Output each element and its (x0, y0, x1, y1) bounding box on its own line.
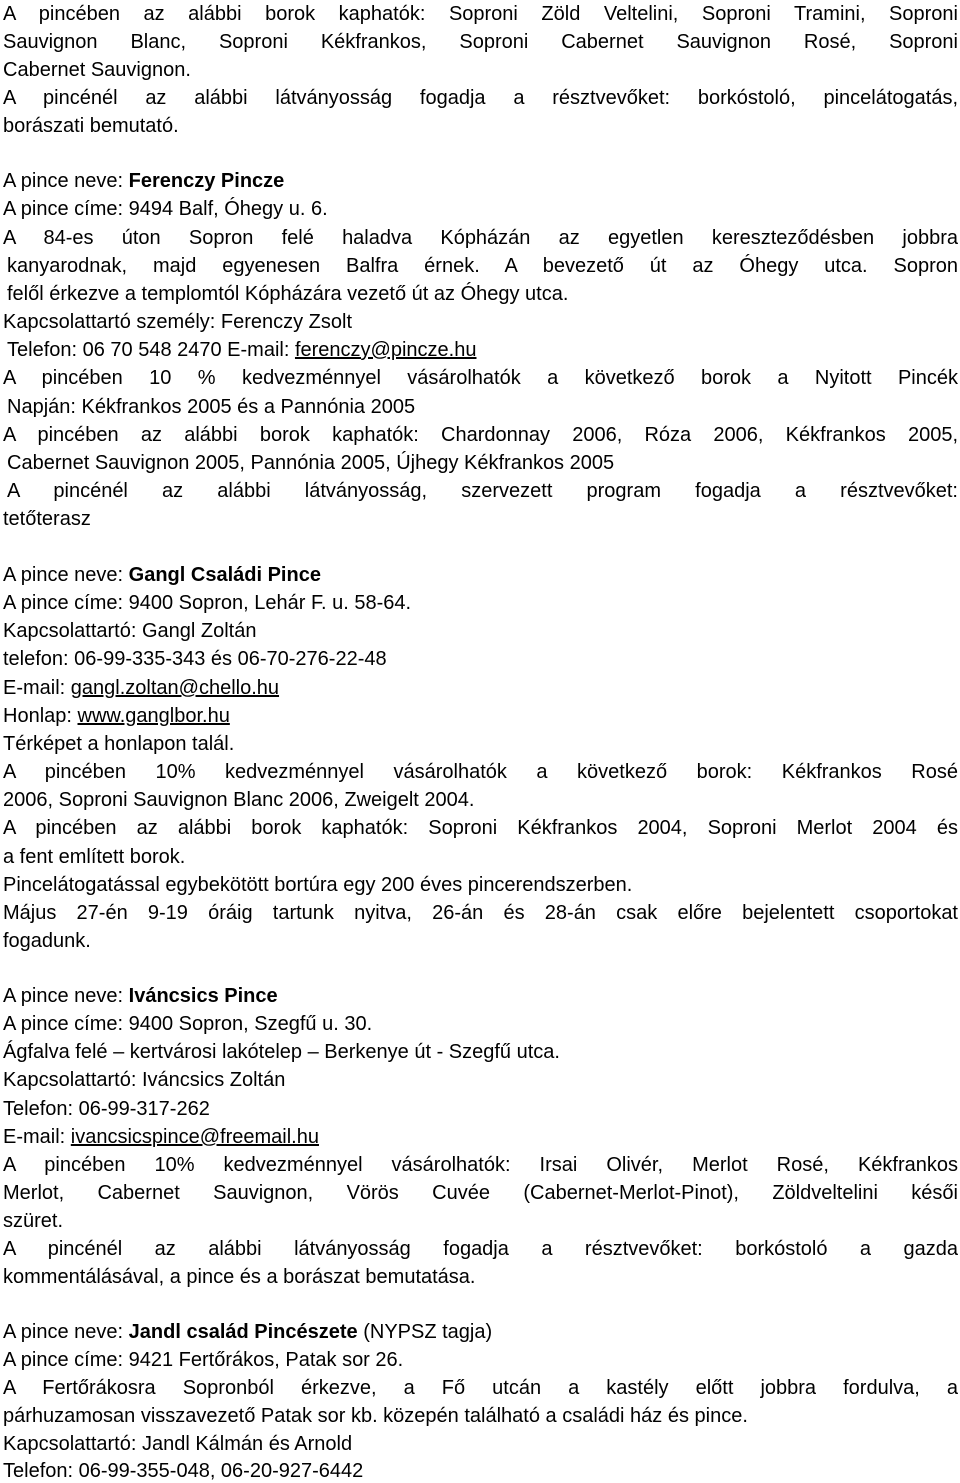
text-line: A pincénél az alábbi látványosság fogadja a résztvevőket: borkóstoló, pincelátogatás, (3, 87, 958, 109)
phone: telefon: 06-99-335-343 és 06-70-276-22-48 (3, 648, 387, 670)
available-wines-line: a fent említett borok. (3, 846, 186, 868)
discount-line: A pincében 10% kedvezménnyel vásárolhatók a következő borok: Kékfrankos Rosé (3, 761, 958, 783)
email-label: E-mail: (3, 677, 71, 699)
address: A pince címe: 9400 Sopron, Szegfű u. 30. (3, 1013, 373, 1035)
winery-name-line (3, 1320, 958, 1344)
available-wines-line: A pincében az alábbi borok kaphatók: Chardonnay 2006, Róza 2006, Kékfrankos 2005, (3, 424, 958, 446)
winery-name: Ferenczy Pincze (128, 170, 285, 192)
discount-line: Merlot, Cabernet Sauvignon, Vörös Cuvée (Cabernet-Merlot-Pinot), Zöldveltelini késői (3, 1182, 958, 1204)
winery-name: Iváncsics Pince (128, 985, 278, 1007)
directions-line: kanyarodnak, majd egyenesen Balfra érnek. A bevezető út az Óhegy utca. Sopron (7, 255, 958, 277)
discount-line: A pincében 10% kedvezménnyel vásárolhatók: Irsai Olivér, Merlot Rosé, Kékfrankos (3, 1154, 958, 1176)
name-label: A pince neve: (3, 564, 129, 586)
text-line: borászati bemutató. (3, 115, 179, 137)
discount-line: 2006, Soproni Sauvignon Blanc 2006, Zweigelt 2004. (3, 789, 475, 811)
email-line (3, 676, 958, 700)
directions: Ágfalva felé – kertvárosi lakótelep – Berkenye út - Szegfű utca. (3, 1041, 560, 1063)
winery-name-line (3, 169, 958, 193)
email-link[interactable]: ivancsicspince@freemail.hu (70, 1126, 319, 1148)
address: A pince címe: 9421 Fertőrákos, Patak sor 26. (3, 1349, 404, 1371)
name-label: A pince neve: (3, 170, 129, 192)
directions-line: párhuzamosan visszavezető Patak sor kb. közepén található a családi ház és pince. (3, 1405, 748, 1427)
tour-note: Pincelátogatással egybekötött bortúra egy 200 éves pincerendszerben. (3, 874, 633, 896)
name-label: A pince neve: (3, 1321, 129, 1343)
address: A pince címe: 9400 Sopron, Lehár F. u. 58-64. (3, 592, 412, 614)
directions-line: A 84-es úton Sopron felé haladva Kópházán az egyetlen kereszteződésben jobbra (3, 227, 958, 249)
directions-line: A Fertőrákosra Sopronból érkezve, a Fő utcán a kastély előtt jobbra fordulva, a (3, 1377, 958, 1399)
text-line: Sauvignon Blanc, Soproni Kékfrankos, Soproni Cabernet Sauvignon Rosé, Soproni (3, 31, 958, 53)
email-link[interactable]: gangl.zoltan@chello.hu (70, 677, 280, 699)
map-note: Térképet a honlapon talál. (3, 733, 235, 755)
phone-email-line (7, 338, 958, 362)
phone: Telefon: 06-99-355-048, 06-20-927-6442 (3, 1460, 364, 1482)
email-link[interactable]: ferenczy@pincze.hu (294, 339, 477, 361)
membership-note: (NYPSZ tagja) (357, 1321, 493, 1343)
text-line: Cabernet Sauvignon. (3, 59, 191, 81)
attraction-line: A pincénél az alábbi látványosság fogadja a résztvevőket: borkóstoló a gazda (3, 1238, 958, 1260)
attraction-line: tetőterasz (3, 508, 91, 530)
winery-name-line (3, 563, 958, 587)
available-wines-line: Cabernet Sauvignon 2005, Pannónia 2005, Újhegy Kékfrankos 2005 (7, 452, 615, 474)
discount-line: A pincében 10 % kedvezménnyel vásárolhatók a következő borok a Nyitott Pincék (3, 367, 958, 389)
text-line: A pincében az alábbi borok kaphatók: Soproni Zöld Veltelini, Soproni Tramini, Soproni (3, 3, 958, 25)
opening-hours-line: fogadunk. (3, 930, 91, 952)
winery-name: Gangl Családi Pince (128, 564, 321, 586)
contact-person: Kapcsolattartó: Iváncsics Zoltán (3, 1069, 286, 1091)
website-label: Honlap: (3, 705, 78, 727)
address: A pince címe: 9494 Balf, Óhegy u. 6. (3, 198, 328, 220)
winery-name-line (3, 984, 958, 1008)
email-line (3, 1125, 958, 1149)
contact-person: Kapcsolattartó: Gangl Zoltán (3, 620, 257, 642)
attraction-line: kommentálásával, a pince és a borászat bemutatása. (3, 1266, 476, 1288)
website-link[interactable]: www.ganglbor.hu (77, 705, 230, 727)
phone-email-label: Telefon: 06 70 548 2470 E-mail: (7, 339, 295, 361)
opening-hours-line: Május 27-én 9-19 óráig tartunk nyitva, 26-án és 28-án csak előre bejelentett csoportokat (3, 902, 958, 924)
available-wines-line: A pincében az alábbi borok kaphatók: Soproni Kékfrankos 2004, Soproni Merlot 2004 és (3, 817, 958, 839)
phone: Telefon: 06-99-317-262 (3, 1098, 210, 1120)
winery-name: Jandl család Pincészete (128, 1321, 358, 1343)
discount-line: szüret. (3, 1210, 64, 1232)
name-label: A pince neve: (3, 985, 129, 1007)
contact-person: Kapcsolattartó személy: Ferenczy Zsolt (3, 311, 353, 333)
directions-line: felől érkezve a templomtól Kópházára vezető út az Óhegy utca. (7, 283, 569, 305)
contact-person: Kapcsolattartó: Jandl Kálmán és Arnold (3, 1433, 353, 1455)
email-label: E-mail: (3, 1126, 71, 1148)
website-line (3, 704, 958, 728)
discount-line: Napján: Kékfrankos 2005 és a Pannónia 2005 (7, 396, 416, 418)
attraction-line: A pincénél az alábbi látványosság, szervezett program fogadja a résztvevőket: (7, 480, 958, 502)
